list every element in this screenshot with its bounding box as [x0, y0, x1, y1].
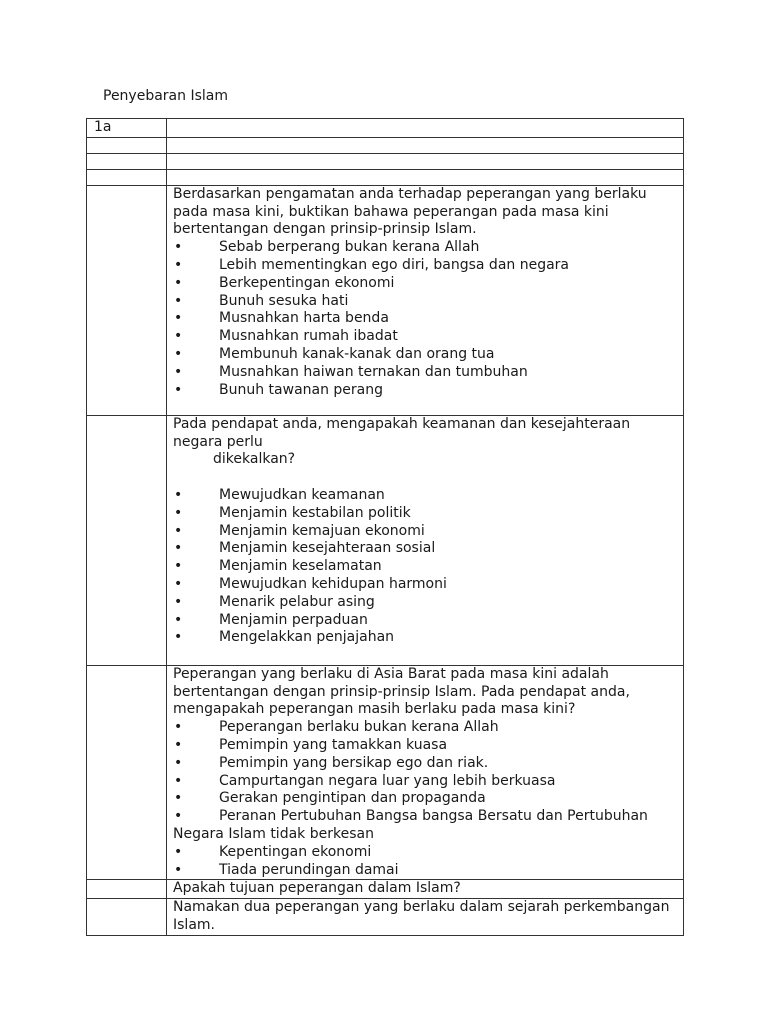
- list-item: [173, 364, 679, 382]
- bullet-icon: •: [174, 328, 183, 345]
- bullet-icon: •: [174, 381, 183, 398]
- list-item-text-continued: Negara Islam tidak berkesan: [173, 825, 374, 842]
- list-item-text: Menarik pelabur asing: [219, 593, 375, 610]
- list-item-text: Menjamin kemajuan ekonomi: [219, 522, 425, 539]
- bullet-icon: •: [174, 274, 183, 291]
- list-item: [173, 239, 679, 257]
- list-item: [173, 629, 679, 647]
- question-text-continued: dikekalkan?: [213, 451, 296, 468]
- list-item: [173, 790, 679, 808]
- list-item: [173, 540, 679, 558]
- question-number-cell: [87, 665, 167, 880]
- list-item: [173, 773, 679, 791]
- answer-cell: [167, 169, 684, 185]
- list-item: [173, 719, 679, 737]
- list-item-text: Menjamin keselamatan: [219, 558, 382, 575]
- list-item: [173, 558, 679, 576]
- table-row: [87, 169, 684, 185]
- list-item: [173, 612, 679, 630]
- list-item: [173, 576, 679, 594]
- answer-list: [173, 239, 679, 399]
- list-item: [173, 487, 679, 505]
- question-number-cell: [87, 119, 167, 138]
- question-text: Berdasarkan pengamatan anda terhadap peperangan yang berlaku pada masa kini, buktikan bahawa peperangan pada masa kini bertentangan dengan prinsip-prinsip Islam.: [173, 185, 647, 238]
- bullet-icon: •: [174, 861, 183, 878]
- answer-cell: [167, 665, 684, 880]
- list-item: [173, 310, 679, 328]
- question-number-cell: [87, 185, 167, 415]
- bullet-icon: •: [174, 345, 183, 362]
- list-item: [173, 808, 679, 844]
- list-item-text: Mengelakkan penjajahan: [219, 629, 395, 646]
- question-text: Peperangan yang berlaku di Asia Barat pada masa kini adalah bertentangan dengan prinsip-prinsip Islam. Pada pendapat anda, mengapakah peperangan masih berlaku pada masa kini?: [173, 665, 630, 718]
- bullet-icon: •: [174, 808, 183, 825]
- blank-line: [173, 469, 679, 487]
- bullet-icon: •: [174, 754, 183, 771]
- list-item-text: Peranan Pertubuhan Bangsa bangsa Bersatu dan Pertubuhan: [219, 808, 648, 825]
- answer-list: [173, 719, 679, 808]
- list-item: [173, 275, 679, 293]
- list-item: [173, 523, 679, 541]
- question-number-cell: [87, 137, 167, 153]
- answer-list-wrapped: [173, 808, 679, 844]
- list-item-text: Sebab berperang bukan kerana Allah: [219, 239, 480, 256]
- list-item: [173, 346, 679, 364]
- bullet-icon: •: [174, 611, 183, 628]
- bullet-icon: •: [174, 363, 183, 380]
- answer-cell: [167, 415, 684, 665]
- list-item-text: Mewujudkan kehidupan harmoni: [219, 575, 447, 592]
- bullet-icon: •: [174, 719, 183, 736]
- list-item-text: Pemimpin yang bersikap ego dan riak.: [219, 754, 489, 771]
- question-number-cell: [87, 153, 167, 169]
- question-number-cell: [87, 899, 167, 936]
- answer-cell: [167, 880, 684, 899]
- list-item-text: Kepentingan ekonomi: [219, 843, 372, 860]
- table-row: [87, 415, 684, 665]
- question-text: Namakan dua peperangan yang berlaku dalam sejarah perkembangan Islam.: [173, 899, 670, 933]
- answer-list: [173, 844, 679, 880]
- list-item-text: Lebih mementingkan ego diri, bangsa dan negara: [219, 256, 570, 273]
- list-item-text: Campurtangan negara luar yang lebih berkuasa: [219, 772, 556, 789]
- list-item-text: Menjamin perpaduan: [219, 611, 368, 628]
- question-number-cell: [87, 880, 167, 899]
- bullet-icon: •: [174, 310, 183, 327]
- question-number: 1a: [94, 119, 112, 135]
- list-item-text: Menjamin kestabilan politik: [219, 504, 411, 521]
- bullet-icon: •: [174, 558, 183, 575]
- bullet-icon: •: [174, 522, 183, 539]
- list-item-text: Membunuh kanak-kanak dan orang tua: [219, 345, 495, 362]
- list-item: [173, 755, 679, 773]
- answer-cell: [167, 153, 684, 169]
- list-item: [173, 862, 679, 880]
- list-item-text: Berkepentingan ekonomi: [219, 274, 395, 291]
- question-number-cell: [87, 169, 167, 185]
- table-row: [87, 119, 684, 138]
- answer-cell: [167, 899, 684, 936]
- table-row: [87, 185, 684, 415]
- bullet-icon: •: [174, 292, 183, 309]
- bullet-icon: •: [174, 843, 183, 860]
- table-row: [87, 899, 684, 936]
- table-row: [87, 665, 684, 880]
- list-item-text: Peperangan berlaku bukan kerana Allah: [219, 719, 499, 736]
- answer-cell: [167, 185, 684, 415]
- list-item-text: Tiada perundingan damai: [219, 861, 399, 878]
- bullet-icon: •: [174, 504, 183, 521]
- list-item: [173, 844, 679, 862]
- question-text: Apakah tujuan peperangan dalam Islam?: [173, 880, 461, 897]
- table-row: [87, 153, 684, 169]
- list-item: [173, 737, 679, 755]
- answer-list: [173, 487, 679, 647]
- bullet-icon: •: [174, 593, 183, 610]
- list-item-text: Pemimpin yang tamakkan kuasa: [219, 736, 448, 753]
- bullet-icon: •: [174, 772, 183, 789]
- list-item-text: Mewujudkan keamanan: [219, 486, 385, 503]
- bullet-icon: •: [174, 790, 183, 807]
- answer-cell: [167, 137, 684, 153]
- question-text: Pada pendapat anda, mengapakah keamanan dan kesejahteraan negara perlu: [173, 415, 631, 450]
- bullet-icon: •: [174, 540, 183, 557]
- bullet-icon: •: [174, 736, 183, 753]
- list-item-text: Musnahkan haiwan ternakan dan tumbuhan: [219, 363, 528, 380]
- list-item: [173, 505, 679, 523]
- question-number-cell: [87, 415, 167, 665]
- list-item: [173, 382, 679, 400]
- bullet-icon: •: [174, 486, 183, 503]
- list-item: [173, 328, 679, 346]
- list-item: [173, 594, 679, 612]
- table-row: [87, 880, 684, 899]
- question-table: [86, 118, 684, 936]
- table-row: [87, 137, 684, 153]
- list-item: [173, 293, 679, 311]
- list-item-text: Gerakan pengintipan dan propaganda: [219, 790, 486, 807]
- list-item: [173, 257, 679, 275]
- list-item-text: Musnahkan harta benda: [219, 310, 389, 327]
- list-item-text: Musnahkan rumah ibadat: [219, 328, 398, 345]
- answer-cell: [167, 119, 684, 138]
- bullet-icon: •: [174, 256, 183, 273]
- bullet-icon: •: [174, 239, 183, 256]
- list-item-text: Menjamin kesejahteraan sosial: [219, 540, 436, 557]
- list-item-text: Bunuh sesuka hati: [219, 292, 349, 309]
- document-title: Penyebaran Islam: [103, 88, 228, 104]
- bullet-icon: •: [174, 629, 183, 646]
- bullet-icon: •: [174, 575, 183, 592]
- list-item-text: Bunuh tawanan perang: [219, 381, 384, 398]
